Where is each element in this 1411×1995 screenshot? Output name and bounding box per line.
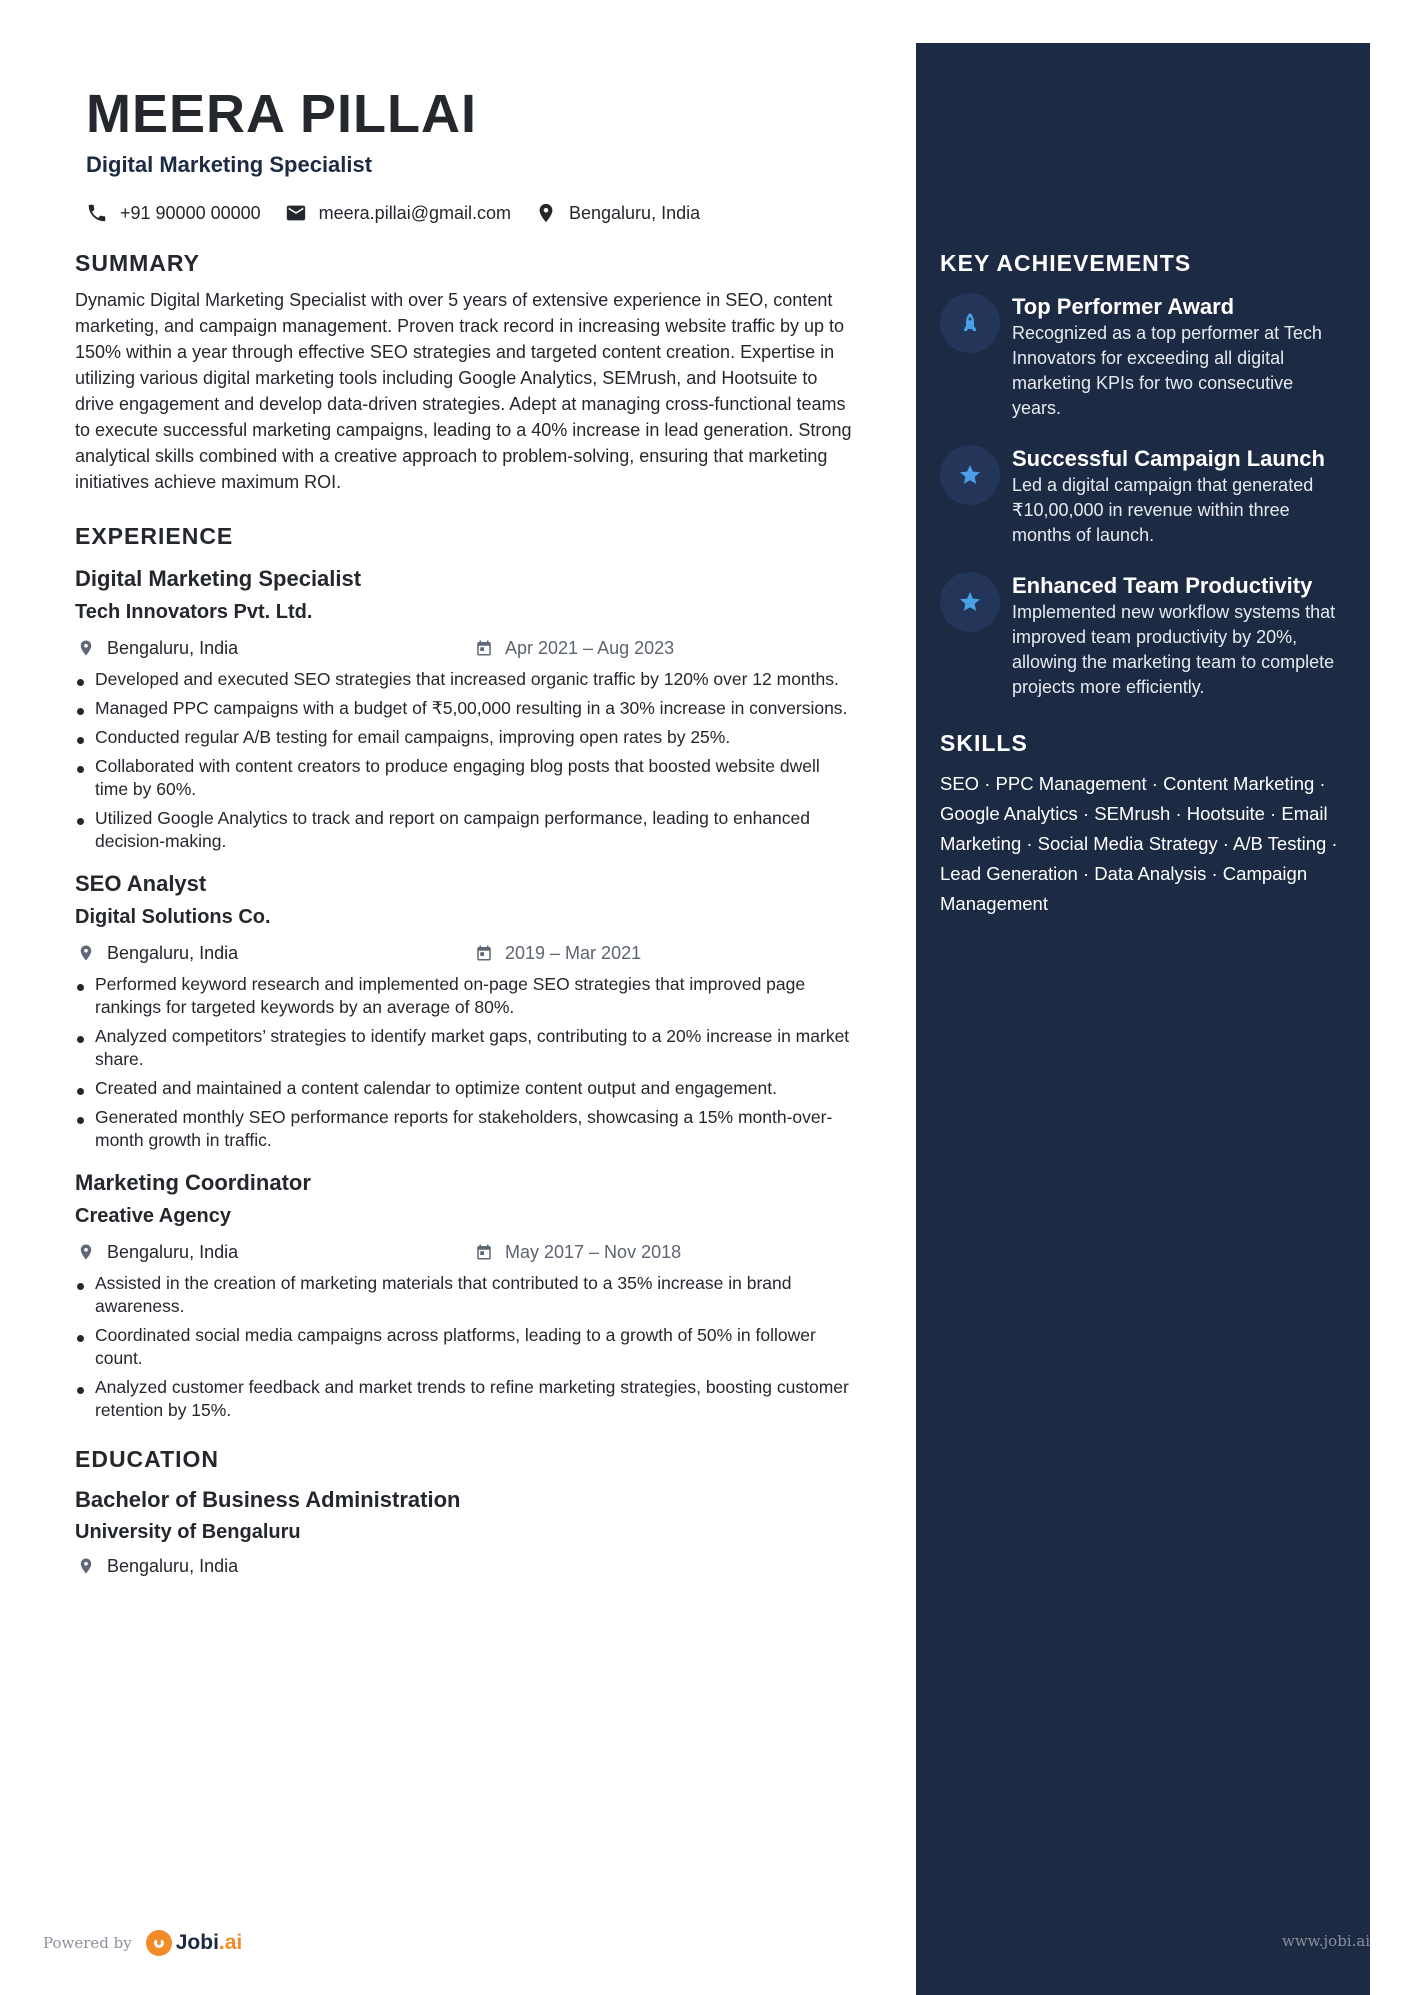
job-bullets [75,668,855,853]
skills-list: SEO · PPC Management · Content Marketing · Google Analytics · SEMrush · Hootsuite · Email Marketing · Social Media Strategy · A/B Testing · Lead Generation · Data Analysis · Campaign Management [940,773,1338,914]
location-text: Bengaluru, India [569,202,701,223]
education-meta [75,1554,855,1578]
powered-by-text: Powered by [43,1934,132,1952]
job-location [75,943,475,964]
job-entry [75,1168,855,1422]
job-dates [475,1242,681,1263]
achievement-description: Recognized as a top performer at Tech Innovators for exceeding all digital marketing KPIs for two consecutive years. [1012,323,1322,418]
job-bullet: Developed and executed SEO strategies that increased organic traffic by 120% over 12 months. [75,668,855,691]
jobi-logo[interactable] [146,1930,243,1956]
job-bullet: Utilized Google Analytics to track and report on campaign performance, leading to enhanced decision-making. [75,807,855,853]
job-location-text: Bengaluru, India [107,942,239,963]
job-bullet: Generated monthly SEO performance reports for stakeholders, showcasing a 15% month-over-month growth in traffic. [75,1106,855,1152]
achievement-body [1012,293,1342,421]
summary-text: Dynamic Digital Marketing Specialist with over 5 years of extensive experience in SEO, content marketing, and campaign management. Proven track record in increasing website traffic by up to 150% within a year through effective SEO strategies and targeted content creation. Expertise in utilizing various digital marketing tools including Google Analytics, SEMrush, and Hootsuite to drive engagement and develop data-driven strategies. Adept at managing cross-functional teams to execute successful marketing campaigns, leading to a 40% increase in lead generation. Strong analytical skills combined with a creative approach to problem-solving, ensuring that marketing initiatives achieve maximum ROI. [75,290,852,492]
email-icon [285,202,307,224]
achievement-icon-badge [940,293,1000,353]
job-location [75,1242,475,1263]
job-location-text: Bengaluru, India [107,1241,239,1262]
job-meta [75,1240,855,1264]
location-pin-icon [535,202,557,224]
achievements-section [940,250,1350,700]
job-dates-text: Apr 2021 – Aug 2023 [505,637,675,658]
job-company: Digital Solutions Co. [75,906,271,928]
achievement-item [940,572,1350,700]
footer-website-link[interactable]: www.jobi.ai [1282,1932,1371,1950]
job-entry [75,564,855,853]
experience-heading: EXPERIENCE [75,523,234,549]
candidate-name: MEERA PILLAI [86,84,478,144]
job-bullet: Created and maintained a content calendar to optimize content output and engagement. [75,1077,855,1100]
contact-email [285,202,511,224]
experience-section [75,523,855,1422]
calendar-icon [475,944,493,962]
job-bullet: Analyzed competitors’ strategies to identify market gaps, contributing to a 20% increase in market share. [75,1025,855,1071]
star-icon [958,463,982,487]
job-bullet: Coordinated social media campaigns across platforms, leading to a growth of 50% in follower count. [75,1324,855,1370]
achievement-body [1012,572,1342,700]
achievements-heading: KEY ACHIEVEMENTS [940,250,1192,276]
calendar-icon [475,1243,493,1261]
job-dates [475,638,674,659]
job-title: Marketing Coordinator [75,1170,311,1195]
job-dates-text: May 2017 – Nov 2018 [505,1241,682,1262]
location-pin-icon [77,1557,95,1575]
achievement-icon-badge [940,572,1000,632]
skills-heading: SKILLS [940,730,1028,756]
logo-suffix-text: .ai [218,1931,243,1954]
calendar-icon [475,639,493,657]
achievement-title: Successful Campaign Launch [1012,446,1325,471]
job-bullet: Analyzed customer feedback and market trends to refine marketing strategies, boosting customer retention by 15%. [75,1376,855,1422]
contact-row [86,202,724,224]
main-column [75,250,855,1578]
achievement-item [940,445,1350,548]
rocket-icon [958,311,982,335]
logo-main-text: Jobi [175,1931,219,1954]
job-bullet: Assisted in the creation of marketing materials that contributed to a 35% increase in brand awareness. [75,1272,855,1318]
education-section [75,1446,855,1578]
education-location [75,1556,475,1577]
job-meta [75,636,855,660]
job-location [75,638,475,659]
location-pin-icon [77,944,95,962]
contact-phone [86,202,261,224]
achievement-body [1012,445,1342,548]
sidebar-content [940,250,1350,919]
skills-section [940,730,1350,919]
education-school: University of Bengaluru [75,1521,301,1543]
achievement-icon-badge [940,445,1000,505]
jobi-logo-mark-icon [146,1930,172,1956]
achievement-description: Led a digital campaign that generated ₹10,00,000 in revenue within three months of launch. [1012,475,1314,545]
contact-location [535,202,700,224]
job-bullet: Managed PPC campaigns with a budget of ₹5,00,000 resulting in a 30% increase in conversions. [75,697,855,720]
location-pin-icon [77,639,95,657]
email-text: meera.pillai@gmail.com [318,202,511,223]
achievement-description: Implemented new workflow systems that improved team productivity by 20%, allowing the marketing team to complete projects more efficiently. [1012,602,1336,697]
job-bullets [75,973,855,1152]
job-meta [75,941,855,965]
job-entry [75,869,855,1152]
education-heading: EDUCATION [75,1446,220,1472]
job-bullet: Conducted regular A/B testing for email campaigns, improving open rates by 25%. [75,726,855,749]
job-bullet: Performed keyword research and implemented on-page SEO strategies that improved page rankings for targeted keywords by an average of 80%. [75,973,855,1019]
job-title: SEO Analyst [75,871,207,896]
education-degree: Bachelor of Business Administration [75,1487,461,1512]
job-title: Digital Marketing Specialist [75,566,362,591]
education-location-text: Bengaluru, India [107,1555,239,1576]
achievement-title: Top Performer Award [1012,294,1235,319]
summary-section [75,250,855,495]
job-location-text: Bengaluru, India [107,637,239,658]
job-dates [475,943,641,964]
star-icon [958,590,982,614]
job-dates-text: 2019 – Mar 2021 [505,942,642,963]
achievement-item [940,293,1350,421]
job-company: Tech Innovators Pvt. Ltd. [75,601,313,623]
location-pin-icon [77,1243,95,1261]
resume-header [86,82,477,178]
summary-heading: SUMMARY [75,250,200,276]
job-bullet: Collaborated with content creators to produce engaging blog posts that boosted website dwell time by 60%. [75,755,855,801]
footer-powered-by [43,1930,242,1956]
phone-icon [86,202,108,224]
achievement-title: Enhanced Team Productivity [1012,573,1313,598]
candidate-role: Digital Marketing Specialist [86,152,373,177]
job-company: Creative Agency [75,1205,231,1227]
job-bullets [75,1272,855,1422]
phone-text: +91 90000 00000 [120,202,261,223]
